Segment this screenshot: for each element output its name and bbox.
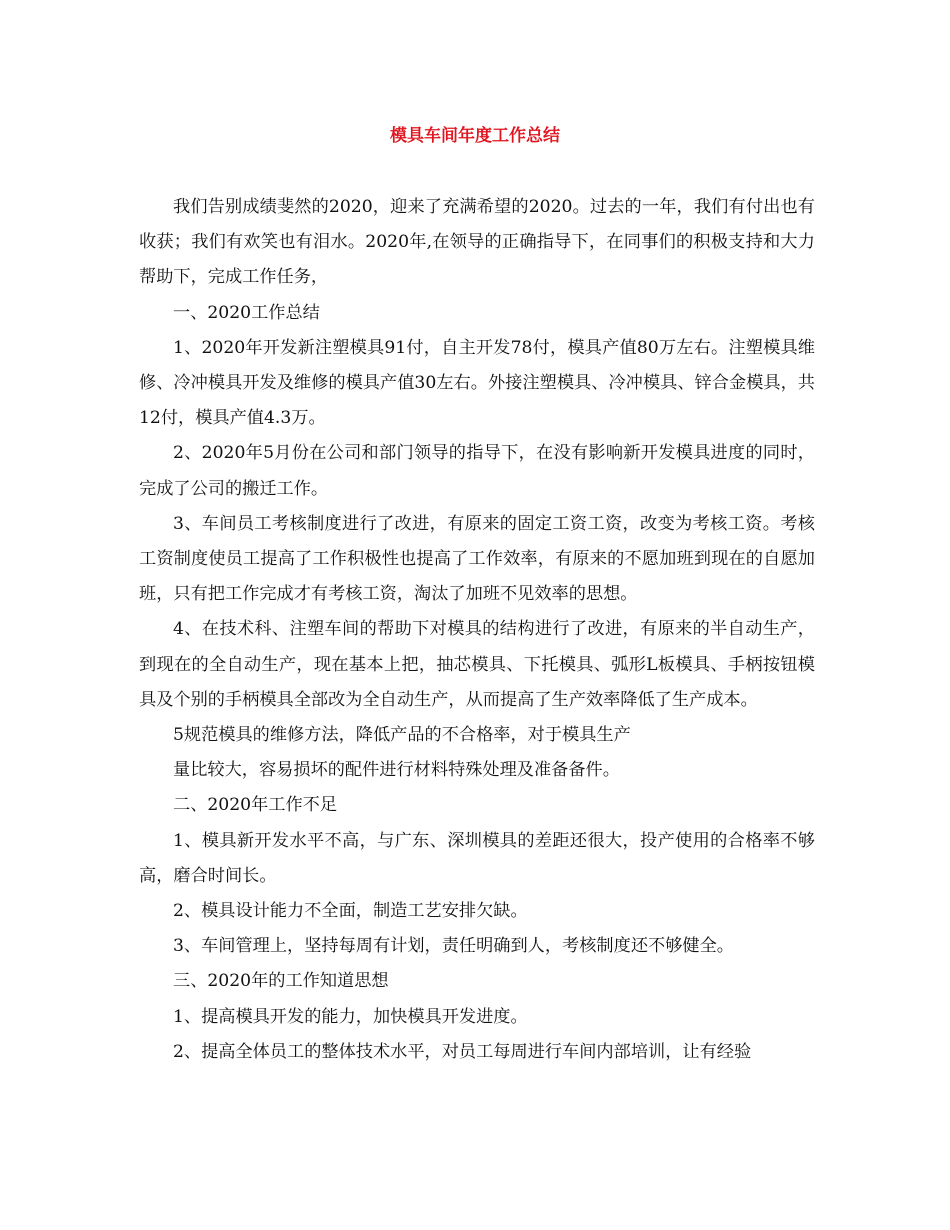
paragraph-shortcoming-1: 1、模具新开发水平不高，与广东、深圳模具的差距还很大，投产使用的合格率不够高，磨合时间长。 [139, 830, 815, 886]
paragraph-guidance-2: 2、提高全体员工的整体技术水平，对员工每周进行车间内部培训，让有经验 [173, 1041, 752, 1062]
paragraph-summary-3: 3、车间员工考核制度进行了改进，有原来的固定工资工资，改变为考核工资。考核工资制度使员工提高了工作积极性也提高了工作效率，有原来的不愿加班到现在的自愿加班，只有把工作完成才有考核工资，淘汰了加班不见效率的思想。 [139, 513, 815, 605]
section-heading-summary: 一、2020工作总结 [173, 302, 320, 323]
document-title: 模具车间年度工作总结 [390, 126, 560, 146]
document-body [139, 190, 815, 1070]
paragraph-guidance-1: 1、提高模具开发的能力，加快模具开发进度。 [173, 1006, 528, 1027]
paragraph-intro: 我们告别成绩斐然的2020，迎来了充满希望的2020。过去的一年，我们有付出也有收获；我们有欢笑也有泪水。2020年,在领导的正确指导下，在同事们的积极支持和大力帮助下，完成工作任务， [139, 197, 815, 288]
paragraph-summary-2: 2、2020年5月份在公司和部门领导的指导下，在没有影响新开发模具进度的同时，完成了公司的搬迁工作。 [139, 443, 815, 499]
paragraph-shortcoming-2: 2、模具设计能力不全面，制造工艺安排欠缺。 [173, 901, 528, 922]
section-heading-guidance: 三、2020年的工作知道思想 [173, 971, 389, 992]
paragraph-shortcoming-3: 3、车间管理上，坚持每周有计划，责任明确到人，考核制度还不够健全。 [173, 936, 734, 957]
paragraph-summary-5: 5规范模具的维修方法，降低产品的不合格率，对于模具生产 [173, 725, 631, 746]
paragraph-summary-4: 4、在技术科、注塑车间的帮助下对模具的结构进行了改进，有原来的半自动生产，到现在的全自动生产，现在基本上把，抽芯模具、下托模具、弧形L板模具、手柄按钮模具及个别的手柄模具全部改为全自动生产，从而提高了生产效率降低了生产成本。 [139, 619, 815, 710]
paragraph-summary-5-continued: 量比较大，容易损坏的配件进行材料特殊处理及准备备件。 [173, 760, 620, 781]
paragraph-summary-1: 1、2020年开发新注塑模具91付，自主开发78付，模具产值80万左右。注塑模具维修、冷冲模具开发及维修的模具产值30左右。外接注塑模具、冷冲模具、锌合金模具，共12付，模具产值4.3万。 [139, 337, 815, 429]
section-heading-shortcomings: 二、2020年工作不足 [173, 795, 338, 816]
